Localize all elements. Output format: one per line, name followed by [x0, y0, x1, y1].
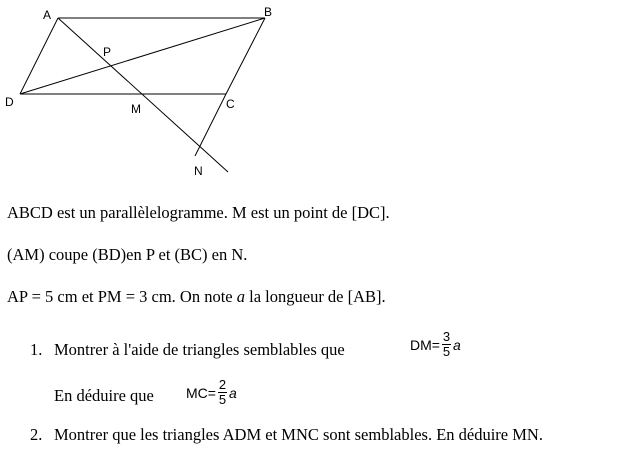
question-2-number: 2. — [30, 425, 43, 444]
formula-dm-num: 3 — [442, 329, 451, 344]
question-1-number: 1. — [30, 340, 43, 359]
formula-mc-num: 2 — [218, 377, 227, 392]
parallelogram-figure — [0, 0, 629, 190]
label-n: N — [194, 164, 203, 178]
label-p: P — [103, 45, 112, 59]
question-2 — [30, 425, 543, 445]
question-1 — [30, 340, 345, 360]
line-bc-extended — [195, 94, 226, 156]
statement-line-3-part1: AP = 5 cm et PM = 3 cm. On note — [7, 287, 237, 306]
formula-mc-eq: = — [207, 384, 216, 401]
formula-dm — [410, 330, 461, 359]
statement-line-3 — [7, 287, 386, 307]
diagonal-db — [20, 18, 265, 94]
question-1-followup: En déduire que — [54, 386, 154, 405]
formula-dm-den: 5 — [442, 344, 451, 359]
label-m: M — [131, 102, 141, 116]
label-a: A — [43, 8, 52, 22]
label-c: C — [226, 97, 235, 111]
statement-line-1: ABCD est un parallèlelogramme. M est un point de [DC]. — [7, 203, 390, 222]
formula-dm-var: a — [452, 336, 461, 353]
formula-dm-fraction — [442, 330, 451, 359]
label-b: B — [264, 5, 273, 19]
statement-line-3-part2: la longueur de [AB]. — [245, 287, 386, 306]
segment-bc — [226, 18, 265, 94]
statement-line-2: (AM) coupe (BD)en P et (BC) en N. — [7, 245, 248, 264]
label-d: D — [5, 95, 14, 109]
question-2-text: Montrer que les triangles ADM et MNC sont semblables. En déduire MN. — [54, 425, 543, 444]
formula-mc-lhs: MC — [186, 384, 208, 401]
line-am-n — [58, 18, 228, 172]
variable-a: a — [236, 287, 245, 306]
formula-dm-lhs: DM — [410, 336, 432, 353]
segment-da — [20, 18, 58, 94]
question-1-text: Montrer à l'aide de triangles semblables que — [54, 340, 345, 359]
formula-mc-var: a — [228, 384, 237, 401]
formula-dm-eq: = — [431, 336, 440, 353]
formula-mc — [186, 378, 237, 407]
formula-mc-den: 5 — [218, 392, 227, 407]
formula-mc-fraction — [218, 378, 227, 407]
